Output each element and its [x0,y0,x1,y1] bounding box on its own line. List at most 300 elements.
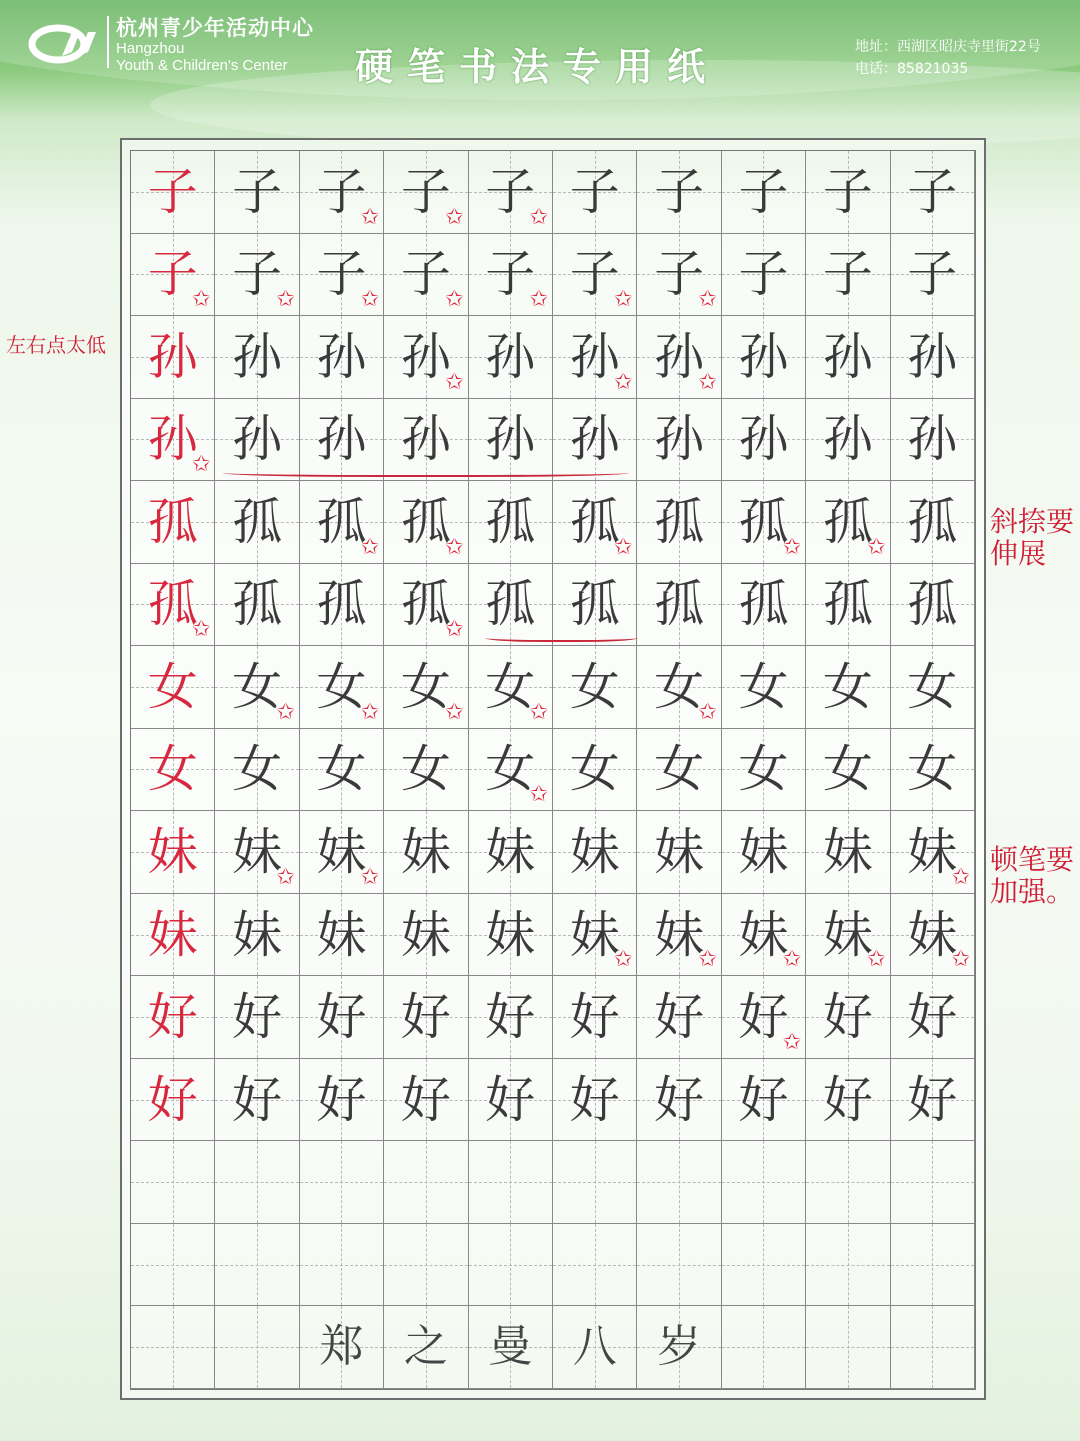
grid-cell [553,151,637,234]
practice-char: 妹 [907,905,958,964]
practice-char: 妹 [569,905,620,964]
teacher-star-mark: ✩ [445,204,464,230]
practice-char: 孤 [654,575,705,634]
grid-cell [891,811,975,894]
teacher-star-mark: ✩ [191,617,211,643]
teacher-underline [485,632,637,642]
grid-cell [131,481,215,564]
grid-cell [891,234,975,317]
grid-cell [891,481,975,564]
practice-char: 好 [738,1070,789,1129]
teacher-star-mark: ✩ [360,287,380,313]
grid-cell [384,316,468,399]
teacher-star-mark: ✩ [613,947,633,973]
grid-cell [384,234,468,317]
teacher-note-right-2: 顿笔要加强。 [990,843,1075,909]
practice-char: 女 [822,740,873,799]
phone-text: 电话：85821035 [855,61,969,77]
signature-char: 之 [403,1321,448,1373]
teacher-star-mark: ✩ [867,534,886,560]
teacher-star-mark: ✩ [529,782,548,808]
grid-cell [722,316,806,399]
grid-cell [215,811,299,894]
grid-cell [469,976,553,1059]
grid-cell [722,1141,806,1224]
signature-char: 郑 [319,1321,364,1373]
practice-char: 妹 [907,823,958,882]
grid-cell [215,1059,299,1142]
grid-cell [469,1224,553,1307]
grid-cell [300,151,384,234]
grid-cell [300,976,384,1059]
grid-cell [891,1059,975,1142]
teacher-star-mark: ✩ [529,287,548,313]
teacher-star-mark: ✩ [445,699,464,725]
practice-char: 子 [485,245,536,304]
practice-char: 子 [822,245,873,304]
grid-cell [469,729,553,812]
practice-char: 孤 [232,575,283,634]
signature-char: 八 [572,1321,617,1373]
grid-cell [384,1224,468,1307]
grid-cell [806,646,890,729]
grid-cell [637,976,721,1059]
grid-cell [215,976,299,1059]
grid-cell [215,234,299,317]
practice-char: 妹 [654,905,705,964]
grid-cell [553,1224,637,1307]
grid-cell [384,564,468,647]
grid-cell [722,729,806,812]
grid-cell [722,976,806,1059]
practice-char: 妹 [400,905,451,964]
practice-char: 妹 [232,905,283,964]
practice-char: 好 [485,988,536,1047]
practice-char: 子 [738,162,789,221]
teacher-note-right-1: 斜捺要伸展 [990,505,1075,571]
practice-grid [130,150,976,1390]
practice-char: 孙 [822,327,873,386]
grid-cell [131,1306,215,1389]
teacher-star-mark: ✩ [276,864,295,890]
practice-char: 孙 [316,410,367,469]
grid-cell [215,646,299,729]
center-name-en-sub: Youth & Children's Center [116,57,288,74]
teacher-star-mark: ✩ [360,699,380,725]
teacher-star-mark: ✩ [276,699,295,725]
practice-char: 孙 [400,327,451,386]
model-char: 好 [147,988,198,1047]
grid-cell [891,399,975,482]
grid-cell [215,481,299,564]
grid-cell [637,316,721,399]
grid-cell [806,564,890,647]
grid-cell [553,316,637,399]
grid-cell [722,1224,806,1307]
grid-cell [806,481,890,564]
grid-cell [131,234,215,317]
practice-char: 好 [569,1070,620,1129]
practice-char: 孙 [822,410,873,469]
teacher-star-mark: ✩ [445,369,464,395]
practice-char: 好 [316,988,367,1047]
signature-char: 曼 [488,1321,533,1373]
practice-char: 好 [232,988,283,1047]
teacher-star-mark: ✩ [782,534,802,560]
grid-cell [215,1306,299,1389]
grid-cell [131,729,215,812]
grid-cell [384,894,468,977]
model-char: 子 [147,245,198,304]
grid-cell [806,316,890,399]
paper-title: 硬笔书法专用纸 [355,45,720,89]
center-name-en: Hangzhou [116,40,185,57]
teacher-star-mark: ✩ [951,947,970,973]
center-logo [28,14,108,66]
grid-cell [131,646,215,729]
grid-cell [469,894,553,977]
practice-char: 女 [907,740,958,799]
practice-char: 子 [907,162,958,221]
grid-cell [806,729,890,812]
practice-char: 孙 [569,410,620,469]
practice-char: 子 [907,245,958,304]
grid-cell [131,811,215,894]
practice-char: 孙 [907,327,958,386]
model-char: 好 [147,1070,198,1129]
model-char: 女 [147,740,198,799]
model-char: 子 [147,162,198,221]
practice-char: 女 [738,657,789,716]
grid-cell [300,729,384,812]
practice-char: 子 [654,245,705,304]
grid-cell [891,1141,975,1224]
teacher-star-mark: ✩ [529,699,548,725]
teacher-star-mark: ✩ [698,947,717,973]
model-char: 孙 [147,410,198,469]
grid-cell [131,1059,215,1142]
teacher-star-mark: ✩ [698,369,717,395]
address-text: 地址：西湖区昭庆寺里街22号 [855,39,1041,55]
grid-cell [637,811,721,894]
grid-cell [384,1306,468,1389]
practice-char: 子 [400,162,451,221]
grid-cell [722,564,806,647]
grid-cell [637,729,721,812]
grid-cell [469,151,553,234]
grid-cell [553,1059,637,1142]
model-char: 妹 [147,823,198,882]
grid-cell [806,234,890,317]
grid-cell [806,894,890,977]
practice-char: 妹 [654,823,705,882]
practice-char: 女 [485,657,536,716]
grid-cell [469,1059,553,1142]
teacher-star-mark: ✩ [360,864,380,890]
practice-char: 孤 [907,575,958,634]
grid-cell [553,729,637,812]
teacher-star-mark: ✩ [360,204,380,230]
model-char: 孤 [147,575,198,634]
practice-char: 好 [400,1070,451,1129]
grid-cell [300,646,384,729]
grid-cell [300,1141,384,1224]
teacher-star-mark: ✩ [698,287,717,313]
practice-char: 妹 [738,905,789,964]
practice-char: 好 [654,988,705,1047]
grid-cell [722,811,806,894]
teacher-star-mark: ✩ [191,287,211,313]
grid-cell [384,481,468,564]
grid-cell [806,399,890,482]
practice-char: 孤 [485,575,536,634]
teacher-star-mark: ✩ [529,204,548,230]
grid-cell [384,1141,468,1224]
grid-cell [806,1224,890,1307]
practice-char: 女 [654,657,705,716]
grid-cell [891,151,975,234]
practice-char: 子 [316,245,367,304]
practice-char: 妹 [569,823,620,882]
practice-char: 妹 [316,823,367,882]
center-name-cn: 杭州青少年活动中心 [116,16,314,40]
grid-cell [891,564,975,647]
practice-char: 女 [738,740,789,799]
practice-char: 女 [316,740,367,799]
grid-cell [131,399,215,482]
practice-char: 好 [569,988,620,1047]
practice-char: 子 [569,162,620,221]
teacher-star-mark: ✩ [191,452,211,478]
grid-cell [722,151,806,234]
grid-cell [891,976,975,1059]
grid-cell [722,1306,806,1389]
grid-cell [131,1224,215,1307]
practice-char: 妹 [232,823,283,882]
grid-cell [469,316,553,399]
practice-char: 女 [822,657,873,716]
grid-cell [384,729,468,812]
grid-cell [384,151,468,234]
grid-cell [553,234,637,317]
teacher-underline [223,467,629,477]
grid-cell [215,729,299,812]
grid-cell [637,151,721,234]
grid-cell [469,811,553,894]
grid-cell [131,1141,215,1224]
practice-char: 孙 [738,327,789,386]
practice-char: 好 [485,1070,536,1129]
grid-cell [384,1059,468,1142]
grid-cell [469,1141,553,1224]
practice-char: 子 [232,162,283,221]
grid-cell [553,1141,637,1224]
grid-cell [131,151,215,234]
grid-cell [215,564,299,647]
grid-cell [469,646,553,729]
grid-cell [300,1059,384,1142]
grid-cell [722,399,806,482]
practice-char: 妹 [485,823,536,882]
practice-char: 好 [232,1070,283,1129]
grid-cell [806,1059,890,1142]
practice-char: 好 [822,1070,873,1129]
teacher-star-mark: ✩ [867,947,886,973]
grid-cell [469,481,553,564]
practice-char: 孤 [485,492,536,551]
grid-cell [300,234,384,317]
grid-cell [215,316,299,399]
practice-char: 好 [316,1070,367,1129]
practice-char: 女 [400,740,451,799]
grid-cell [300,894,384,977]
practice-char: 孤 [316,492,367,551]
grid-cell [469,234,553,317]
grid-cell [637,481,721,564]
model-char: 孤 [147,492,198,551]
grid-cell [384,811,468,894]
practice-char: 孤 [822,492,873,551]
practice-char: 孤 [232,492,283,551]
teacher-star-mark: ✩ [360,534,380,560]
grid-cell [469,1306,553,1389]
grid-cell [215,894,299,977]
model-char: 女 [147,657,198,716]
teacher-star-mark: ✩ [782,947,802,973]
grid-cell [722,234,806,317]
practice-char: 好 [654,1070,705,1129]
grid-cell [891,646,975,729]
practice-char: 女 [316,657,367,716]
grid-cell [131,564,215,647]
practice-char: 好 [907,1070,958,1129]
practice-char: 孤 [907,492,958,551]
practice-char: 妹 [738,823,789,882]
practice-char: 女 [569,740,620,799]
practice-char: 孙 [569,327,620,386]
grid-cell [300,1306,384,1389]
practice-char: 妹 [316,905,367,964]
signature-char: 岁 [657,1321,702,1373]
grid-cell [131,316,215,399]
grid-cell [891,729,975,812]
grid-cell [891,1224,975,1307]
grid-cell [637,1224,721,1307]
practice-char: 孙 [654,327,705,386]
practice-char: 子 [654,162,705,221]
grid-cell [806,976,890,1059]
practice-char: 子 [400,245,451,304]
grid-cell [637,894,721,977]
grid-cell [806,811,890,894]
grid-cell [722,646,806,729]
practice-char: 女 [232,740,283,799]
grid-cell [553,976,637,1059]
grid-cell [891,316,975,399]
grid-cell [553,894,637,977]
practice-char: 孙 [232,410,283,469]
practice-char: 孤 [569,575,620,634]
teacher-star-mark: ✩ [445,617,464,643]
grid-cell [637,399,721,482]
practice-char: 孤 [738,575,789,634]
grid-cell [300,811,384,894]
practice-char: 妹 [400,823,451,882]
practice-char: 妹 [822,823,873,882]
practice-char: 好 [400,988,451,1047]
practice-char: 好 [738,988,789,1047]
grid-cell [637,564,721,647]
practice-char: 女 [485,740,536,799]
grid-cell [300,564,384,647]
grid-cell [637,646,721,729]
grid-cell [891,894,975,977]
practice-char: 孤 [654,492,705,551]
grid-cell [553,481,637,564]
grid-cell [300,481,384,564]
grid-cell [637,1306,721,1389]
practice-char: 孤 [569,492,620,551]
teacher-star-mark: ✩ [613,534,633,560]
grid-cell [637,1141,721,1224]
practice-char: 好 [907,988,958,1047]
teacher-star-mark: ✩ [445,534,464,560]
practice-char: 女 [907,657,958,716]
practice-char: 女 [232,657,283,716]
teacher-star-mark: ✩ [951,864,970,890]
teacher-star-mark: ✩ [782,1029,802,1055]
practice-char: 子 [316,162,367,221]
practice-char: 孙 [654,410,705,469]
practice-char: 孤 [822,575,873,634]
practice-char: 孙 [485,327,536,386]
practice-char: 孙 [907,410,958,469]
grid-cell [553,1306,637,1389]
teacher-star-mark: ✩ [613,287,633,313]
grid-cell [131,976,215,1059]
practice-char: 女 [400,657,451,716]
model-char: 妹 [147,905,198,964]
grid-cell [553,811,637,894]
practice-char: 妹 [485,905,536,964]
grid-cell [300,316,384,399]
practice-char: 孤 [738,492,789,551]
practice-char: 女 [569,657,620,716]
grid-cell [722,481,806,564]
practice-char: 子 [738,245,789,304]
grid-cell [215,1224,299,1307]
grid-cell [806,151,890,234]
practice-char: 孙 [738,410,789,469]
grid-cell [722,1059,806,1142]
practice-char: 女 [654,740,705,799]
practice-char: 子 [569,245,620,304]
grid-cell [384,646,468,729]
teacher-star-mark: ✩ [613,369,633,395]
practice-char: 妹 [822,905,873,964]
practice-char: 孤 [400,492,451,551]
practice-char: 好 [822,988,873,1047]
grid-cell [637,234,721,317]
grid-cell [637,1059,721,1142]
grid-cell [722,894,806,977]
grid-cell [384,976,468,1059]
logo-divider [107,16,109,68]
practice-char: 孙 [485,410,536,469]
practice-char: 孙 [232,327,283,386]
model-char: 孙 [147,327,198,386]
teacher-star-mark: ✩ [698,699,717,725]
